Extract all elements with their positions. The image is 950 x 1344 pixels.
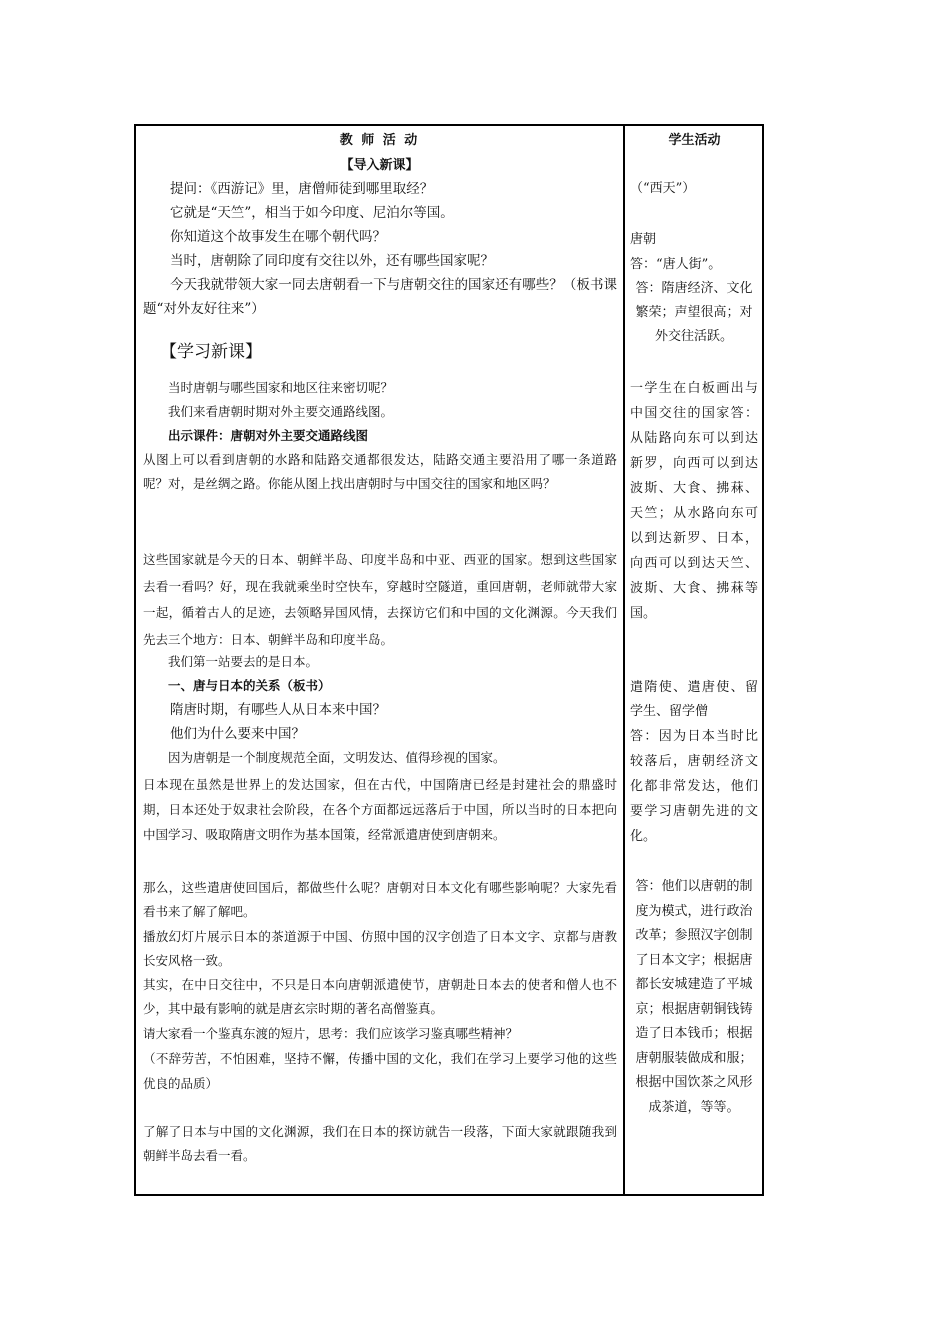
column-divider: [623, 124, 625, 1196]
closing-paragraph: 了解了日本与中国的文化渊源，我们在日本的探访就告一段落，下面大家就跟随我到朝鲜半岛去看一看。: [143, 1124, 617, 1163]
first-stop-line: 我们第一站要去的是日本。: [168, 654, 319, 669]
intro-line: 今天我就带领大家一同去唐朝看一下与唐朝交往的国家还有哪些？（板书课题“对外友好往来”）: [143, 277, 617, 317]
intro-line: 它就是“天竺”，相当于如今印度、尼泊尔等国。: [170, 205, 454, 221]
student-answer: 答：隋唐经济、文化繁荣；声望很高；对外交往活跃。: [635, 281, 753, 344]
intro-line: 你知道这个故事发生在哪个朝代吗？: [170, 229, 386, 245]
question-line: 当时唐朝与哪些国家和地区往来密切呢？: [168, 380, 394, 395]
answer-line: 因为唐朝是一个制度规范全面，文明发达、值得珍视的国家。: [168, 750, 506, 765]
spirit-answer: （不辞劳苦，不怕困难，坚持不懈，传播中国的文化，我们在学习上要学习他的这些优良的品质）: [143, 1051, 617, 1091]
question-line: 我们来看唐朝时期对外主要交通路线图。: [168, 404, 394, 419]
intro-line: 当时，唐朝除了同印度有交往以外，还有哪些国家呢？: [170, 253, 494, 269]
student-activity-header: 学生活动: [668, 133, 721, 148]
question-line: 他们为什么要来中国？: [170, 726, 305, 742]
intro-line: 提问：《西游记》里，唐僧师徒到哪里取经？: [170, 181, 434, 197]
japan-history-paragraph: 日本现在虽然是世界上的发达国家，但在古代，中国隋唐已经是封建社会的鼎盛时期，日本还处于奴隶社会阶段，在各个方面都远远落后于中国，所以当时的日本把向中国学习、吸取隋唐文明作为基本国策，经常派遣唐使到唐朝来。: [143, 777, 617, 842]
intro-section-title: 【导入新课】: [340, 158, 419, 173]
student-answer: 唐朝: [630, 232, 657, 247]
map-paragraph: 从图上可以看到唐朝的水路和陆路交通都很发达，陆路交通主要沿用了哪一条道路呢？对，是丝绸之路。你能从图上找出唐朝时与中国交往的国家和地区吗？: [143, 452, 617, 491]
student-answer: 答：“唐人街”。: [630, 257, 722, 272]
student-answer: （“西天”）: [630, 181, 696, 196]
envoy-paragraph: 那么，这些遣唐使回国后，都做些什么呢？唐朝对日本文化有哪些影响呢？大家先看看书来了解了解吧。: [143, 880, 617, 919]
section-heading-japan: 一、唐与日本的关系（板书）: [168, 678, 331, 693]
intro-block: [143, 177, 617, 321]
courseware-line: 出示课件：唐朝对外主要交通路线图: [168, 428, 369, 443]
student-answer: 遣隋使、遣唐使、留学生、留学僧: [630, 680, 758, 719]
jianzhen-paragraph: 其实，在中日交往中，不只是日本向唐朝派遣使节，唐朝赴日本去的使者和僧人也不少，其中最有影响的就是唐玄宗时期的著名高僧鉴真。: [143, 977, 617, 1016]
student-answer: 答：他们以唐朝的制度为模式，进行政治改革；参照汉字创制了日本文字；根据唐都长安城建造了平城京；根据唐朝铜钱铸造了日本钱币；根据唐朝服装做成和服；根据中国饮茶之风形成茶道，等等。: [635, 879, 753, 1115]
slideshow-paragraph: 播放幻灯片展示日本的茶道源于中国、仿照中国的汉字创造了日本文字、京都与唐教长安风格一致。: [143, 929, 617, 968]
question-line: 隋唐时期，有哪些人从日本来中国？: [170, 702, 386, 718]
countries-paragraph: 这些国家就是今天的日本、朝鲜半岛、印度半岛和中亚、西亚的国家。想到这些国家去看一看吗？好，现在我就乘坐时空快车，穿越时空隧道，重回唐朝，老师就带大家一起，循着古人的足迹，去领略异国风情，去探访它们和中国的文化渊源。今天我们先去三个地方：日本、朝鲜半岛和印度半岛。: [143, 552, 617, 647]
teacher-activity-header: 教 师 活 动: [339, 133, 420, 148]
student-answer: 一学生在白板画出与中国交往的国家答：从陆路向东可以到达新罗，向西可以到达波斯、大食、拂菻、天竺；从水路向东可以到达新罗、日本，向西可以到达天竺、波斯、大食、拂菻等国。: [630, 381, 758, 621]
japan-block: [143, 650, 617, 770]
student-answer: 答：因为日本当时比较落后，唐朝经济文化都非常发达，他们要学习唐朝先进的文化。: [630, 729, 758, 844]
learn-section-title: 【学习新课】: [160, 342, 262, 362]
learn-intro-block: [143, 376, 617, 448]
video-question: 请大家看一个鉴真东渡的短片，思考：我们应该学习鉴真哪些精神？: [143, 1026, 519, 1041]
